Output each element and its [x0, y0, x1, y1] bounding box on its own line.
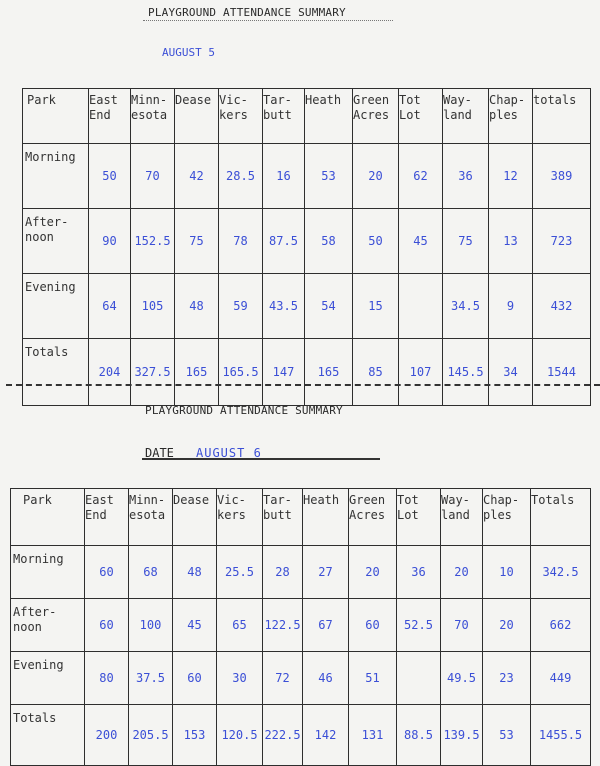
- summary2-col-park: Park: [11, 489, 85, 546]
- table-cell: 67: [303, 599, 349, 652]
- table-cell: 50: [353, 209, 399, 274]
- table-cell: 72: [263, 652, 303, 705]
- table-cell: 432: [533, 274, 591, 339]
- table-cell: 131: [349, 705, 397, 766]
- table-cell: 70: [441, 599, 483, 652]
- table-cell: 54: [305, 274, 353, 339]
- summary2-row-afternoon: [11, 599, 591, 652]
- table-cell: 43.5: [263, 274, 305, 339]
- table-cell: 13: [489, 209, 533, 274]
- table-cell: 100: [129, 599, 173, 652]
- table-cell: 15: [353, 274, 399, 339]
- table-cell: 90: [89, 209, 131, 274]
- table-cell: 20: [349, 546, 397, 599]
- summary1-col-green-acres: Green Acres: [353, 89, 399, 144]
- table-cell: 12: [489, 144, 533, 209]
- summary2-table: [10, 488, 591, 766]
- table-cell: 20: [353, 144, 399, 209]
- summary2-row-label: Evening: [11, 652, 85, 705]
- table-cell: 20: [441, 546, 483, 599]
- table-cell: 145.5: [443, 339, 489, 406]
- summary2-header-row: [11, 489, 591, 546]
- table-cell: 75: [175, 209, 219, 274]
- table-cell: 165: [305, 339, 353, 406]
- table-cell: 222.5: [263, 705, 303, 766]
- table-cell: 16: [263, 144, 305, 209]
- table-cell: 49.5: [441, 652, 483, 705]
- summary1-title: PLAYGROUND ATTENDANCE SUMMARY: [148, 6, 346, 19]
- table-cell: 45: [173, 599, 217, 652]
- summary1-row-label: After-noon: [23, 209, 89, 274]
- summary2-row-label: Morning: [11, 546, 85, 599]
- table-cell: 1455.5: [531, 705, 591, 766]
- table-cell: 153: [173, 705, 217, 766]
- table-cell: 58: [305, 209, 353, 274]
- table-cell: 62: [399, 144, 443, 209]
- table-cell: 389: [533, 144, 591, 209]
- summary1-col-heath: Heath: [305, 89, 353, 144]
- table-cell: 42: [175, 144, 219, 209]
- table-cell: 75: [443, 209, 489, 274]
- summary2-row-label: Totals: [11, 705, 85, 766]
- summary2-col-vickers: Vic-kers: [217, 489, 263, 546]
- table-cell: 165: [175, 339, 219, 406]
- table-cell: 662: [531, 599, 591, 652]
- summary1-title-rule: [143, 20, 393, 21]
- summary1-col-wayland: Way-land: [443, 89, 489, 144]
- table-cell: 449: [531, 652, 591, 705]
- summary1-row-label: Morning: [23, 144, 89, 209]
- table-cell: 60: [85, 546, 129, 599]
- table-cell: 85: [353, 339, 399, 406]
- section-divider: [6, 384, 600, 386]
- table-cell: 65: [217, 599, 263, 652]
- table-cell: 1544: [533, 339, 591, 406]
- table-cell: 122.5: [263, 599, 303, 652]
- table-cell: 87.5: [263, 209, 305, 274]
- table-cell: 59: [219, 274, 263, 339]
- summary2-col-green-acres: Green Acres: [349, 489, 397, 546]
- summary1-row-label: Evening: [23, 274, 89, 339]
- summary1-row-label: Totals: [23, 339, 89, 406]
- table-cell: 53: [305, 144, 353, 209]
- table-cell: 88.5: [397, 705, 441, 766]
- summary1-col-totals: totals: [533, 89, 591, 144]
- table-cell: 342.5: [531, 546, 591, 599]
- table-cell: 48: [173, 546, 217, 599]
- table-cell: 45: [399, 209, 443, 274]
- table-cell: 46: [303, 652, 349, 705]
- summary2-col-tarbutt: Tar-butt: [263, 489, 303, 546]
- table-cell: 204: [89, 339, 131, 406]
- table-cell: 139.5: [441, 705, 483, 766]
- table-cell: 48: [175, 274, 219, 339]
- summary1-table: [22, 88, 591, 406]
- summary2-title: PLAYGROUND ATTENDANCE SUMMARY: [145, 404, 343, 417]
- table-cell: [397, 652, 441, 705]
- summary2-col-heath: Heath: [303, 489, 349, 546]
- table-cell: 80: [85, 652, 129, 705]
- table-cell: 52.5: [397, 599, 441, 652]
- summary1-col-vickers: Vic-kers: [219, 89, 263, 144]
- table-cell: 53: [483, 705, 531, 766]
- table-cell: 60: [349, 599, 397, 652]
- table-cell: 60: [85, 599, 129, 652]
- summary1-col-minnesota: Minn-esota: [131, 89, 175, 144]
- summary2-col-east-end: East End: [85, 489, 129, 546]
- table-cell: 34.5: [443, 274, 489, 339]
- table-cell: 25.5: [217, 546, 263, 599]
- summary2-row-label: After-noon: [11, 599, 85, 652]
- table-cell: 327.5: [131, 339, 175, 406]
- table-cell: 70: [131, 144, 175, 209]
- summary1-col-chapples: Chap-ples: [489, 89, 533, 144]
- table-cell: 68: [129, 546, 173, 599]
- table-cell: 36: [443, 144, 489, 209]
- summary2-date-label: DATE: [145, 446, 174, 460]
- table-cell: 30: [217, 652, 263, 705]
- summary2-col-tot-lot: Tot Lot: [397, 489, 441, 546]
- summary2-col-minnesota: Minn-esota: [129, 489, 173, 546]
- table-cell: 205.5: [129, 705, 173, 766]
- table-cell: 28: [263, 546, 303, 599]
- table-cell: 142: [303, 705, 349, 766]
- table-cell: 147: [263, 339, 305, 406]
- summary2-col-totals: Totals: [531, 489, 591, 546]
- table-cell: 200: [85, 705, 129, 766]
- table-cell: 105: [131, 274, 175, 339]
- table-cell: 50: [89, 144, 131, 209]
- summary1-col-east-end: East End: [89, 89, 131, 144]
- summary1-date: AUGUST 5: [162, 46, 215, 59]
- summary2-date: AUGUST 6: [196, 446, 262, 460]
- table-cell: 120.5: [217, 705, 263, 766]
- summary2-col-chapples: Chap-ples: [483, 489, 531, 546]
- summary1-col-tot-lot: Tot Lot: [399, 89, 443, 144]
- summary1-row-morning: [23, 144, 591, 209]
- table-cell: [399, 274, 443, 339]
- table-cell: 9: [489, 274, 533, 339]
- table-cell: 10: [483, 546, 531, 599]
- summary1-header-row: [23, 89, 591, 144]
- table-cell: 37.5: [129, 652, 173, 705]
- table-cell: 60: [173, 652, 217, 705]
- table-cell: 64: [89, 274, 131, 339]
- table-cell: 28.5: [219, 144, 263, 209]
- table-cell: 34: [489, 339, 533, 406]
- table-cell: 165.5: [219, 339, 263, 406]
- summary1-col-tarbutt: Tar-butt: [263, 89, 305, 144]
- summary2-row-evening: [11, 652, 591, 705]
- summary1-col-dease: Dease: [175, 89, 219, 144]
- summary2-col-dease: Dease: [173, 489, 217, 546]
- summary1-row-totals: [23, 339, 591, 406]
- summary2-row-morning: [11, 546, 591, 599]
- summary2-row-totals: [11, 705, 591, 766]
- summary1-row-evening: [23, 274, 591, 339]
- table-cell: 152.5: [131, 209, 175, 274]
- summary2-col-wayland: Way-land: [441, 489, 483, 546]
- summary1-col-park: Park: [23, 89, 89, 144]
- table-cell: 36: [397, 546, 441, 599]
- table-cell: 107: [399, 339, 443, 406]
- table-cell: 723: [533, 209, 591, 274]
- table-cell: 27: [303, 546, 349, 599]
- table-cell: 20: [483, 599, 531, 652]
- table-cell: 78: [219, 209, 263, 274]
- table-cell: 51: [349, 652, 397, 705]
- table-cell: 23: [483, 652, 531, 705]
- summary1-row-afternoon: [23, 209, 591, 274]
- summary2-date-rule: [142, 458, 380, 460]
